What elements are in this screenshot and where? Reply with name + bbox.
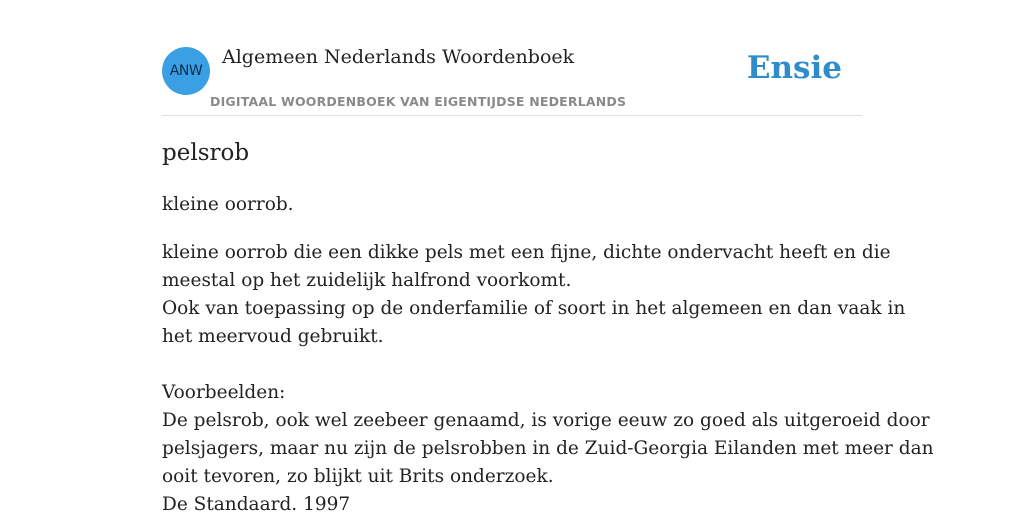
example-line: ooit tevoren, zo blijkt uit Brits onderzoek. bbox=[162, 466, 554, 487]
short-definition: kleine oorrob. bbox=[162, 194, 294, 215]
site-subtitle: DIGITAAL WOORDENBOEK VAN EIGENTIJDSE NEDERLANDS bbox=[210, 94, 627, 109]
definition-line: meestal op het zuidelijk halfrond voorkomt. bbox=[162, 270, 572, 291]
definition-line: Ook van toepassing op de onderfamilie of soort in het algemeen en dan vaak in bbox=[162, 298, 906, 319]
definition-line: kleine oorrob die een dikke pels met een fijne, dichte ondervacht heeft en die bbox=[162, 242, 891, 263]
example-line: pelsjagers, maar nu zijn de pelsrobben in de Zuid-Georgia Eilanden met meer dan bbox=[162, 438, 934, 459]
anw-logo[interactable] bbox=[162, 47, 210, 95]
definition-line: het meervoud gebruikt. bbox=[162, 326, 384, 347]
page bbox=[162, 0, 934, 512]
examples-label: Voorbeelden: bbox=[162, 382, 286, 403]
entry-headword: pelsrob bbox=[162, 140, 250, 166]
entry-body bbox=[162, 239, 934, 512]
logo-text: ANW bbox=[169, 63, 203, 79]
paragraph-spacer bbox=[162, 351, 862, 379]
site-title[interactable]: Algemeen Nederlands Woordenboek bbox=[222, 46, 575, 68]
site-header bbox=[162, 0, 862, 116]
example-line: De pelsrob, ook wel zeebeer genaamd, is vorige eeuw zo goed als uitgeroeid door bbox=[162, 410, 930, 431]
example-source: De Standaard. 1997 bbox=[162, 494, 351, 512]
ensie-brand-link[interactable]: Ensie bbox=[746, 50, 842, 86]
